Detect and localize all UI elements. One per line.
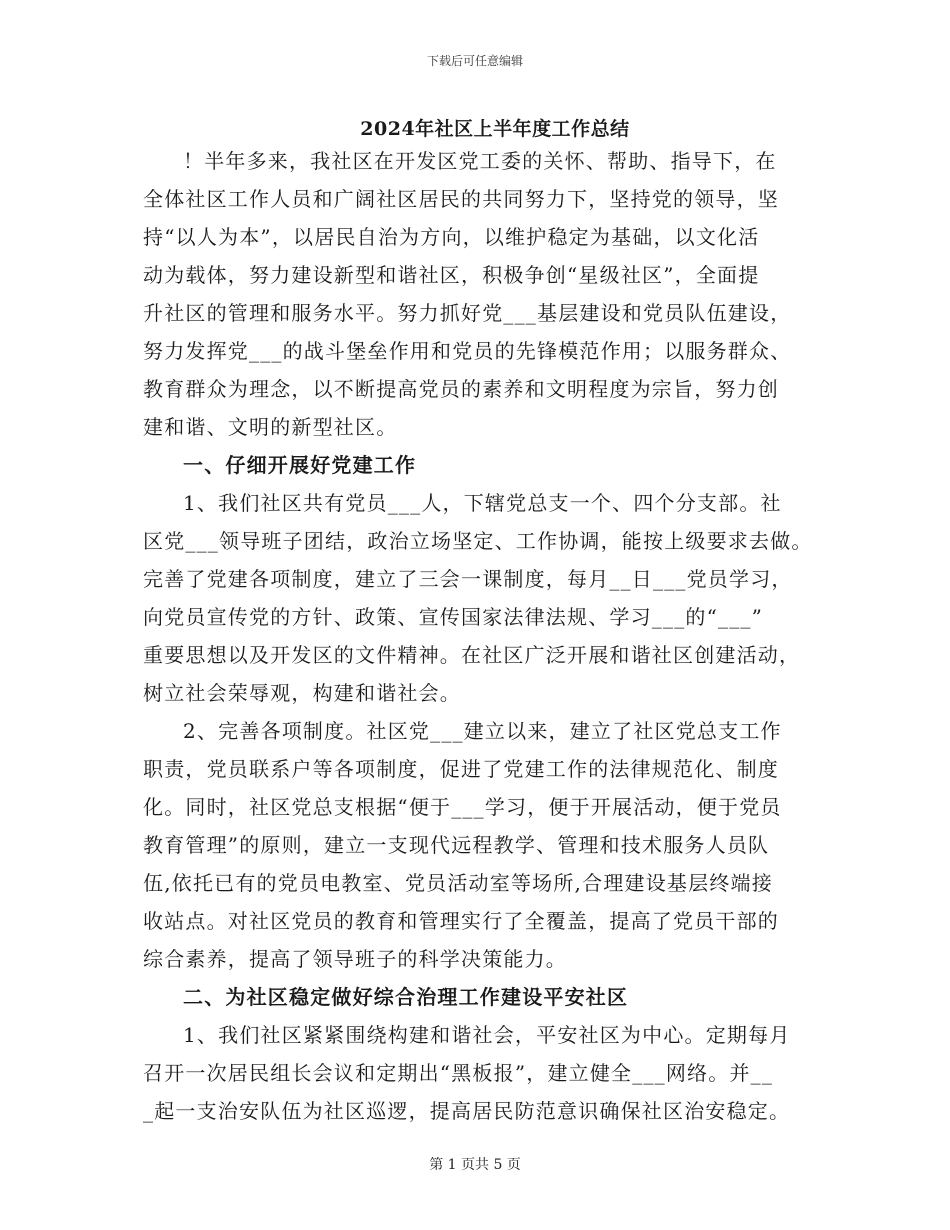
paragraph-line: 树立社会荣辱观，构建和谐社会。	[143, 681, 461, 705]
paragraph-line: 召开一次居民组长会议和定期出“黑板报”，建立健全___网络。并__	[143, 1061, 774, 1085]
paragraph-line: 向党员宣传党的方针、政策、宣传国家法律法规、学习___的“___”	[143, 605, 764, 629]
paragraph-line: 全体社区工作人员和广阔社区居民的共同努力下，坚持党的领导，坚	[143, 187, 779, 211]
paragraph-line: 完善了党建各项制度，建立了三会一课制度，每月__日___党员学习，	[143, 567, 793, 591]
page-footer: 第 1 页共 5 页	[429, 1157, 521, 1173]
document-title: 2024年社区上半年度工作总结	[360, 118, 630, 140]
paragraph-line: 职责，党员联系户等各项制度，促进了党建工作的法律规范化、制度	[143, 757, 779, 781]
paragraph-line: 收站点。对社区党员的教育和管理实行了全覆盖，提高了党员干部的	[143, 909, 779, 933]
paragraph-line: 努力发挥党___的战斗堡垒作用和党员的先锋模范作用；以服务群众、	[143, 339, 792, 363]
paragraph-line: 伍,依托已有的党员电教室、党员活动室等场所,合理建设基层终端接	[143, 871, 773, 895]
paragraph-line: 动为载体，努力建设新型和谐社区，积极争创“星级社区”，全面提	[143, 263, 760, 287]
paragraph-line: 1、我们社区紧紧围绕构建和谐社会，平安社区为中心。定期每月	[183, 1023, 791, 1047]
paragraph-line: 升社区的管理和服务水平。努力抓好党___基层建设和党员队伍建设，	[143, 301, 792, 325]
section-heading: 二、为社区稳定做好综合治理工作建设平安社区	[183, 985, 629, 1009]
paragraph-line: 教育管理”的原则，建立一支现代远程教学、管理和技术服务人员队	[143, 833, 770, 857]
paragraph-line: 教育群众为理念，以不断提高党员的素养和文明程度为宗旨，努力创	[143, 377, 779, 401]
paragraph-line: 持“以人为本”，以居民自治为方向，以维护稳定为基础，以文化活	[143, 225, 760, 249]
section-heading: 一、仔细开展好党建工作	[183, 453, 417, 477]
paragraph-line: 1、我们社区共有党员___人，下辖党总支一个、四个分支部。社	[183, 491, 782, 515]
header-note: 下载后可任意编辑	[426, 54, 523, 68]
paragraph-line: 化。同时，社区党总支根据“便于___学习，便于开展活动，便于党员	[143, 795, 782, 819]
paragraph-line: 综合素养，提高了领导班子的科学决策能力。	[143, 947, 567, 971]
paragraph-line: 区党___领导班子团结，政治立场坚定、工作协调，能按上级要求去做。	[143, 529, 813, 553]
paragraph-line: 建和谐、文明的新型社区。	[143, 415, 398, 439]
paragraph-line: ！半年多来，我社区在开发区党工委的关怀、帮助、指导下，在	[183, 149, 777, 173]
paragraph-line: 2、完善各项制度。社区党___建立以来，建立了社区党总支工作	[183, 719, 782, 743]
paragraph-line: 重要思想以及开发区的文件精神。在社区广泛开展和谐社区创建活动，	[143, 643, 801, 667]
paragraph-line: _起一支治安队伍为社区巡逻，提高居民防范意识确保社区治安稳定。	[143, 1099, 791, 1123]
document-body	[143, 142, 823, 1130]
